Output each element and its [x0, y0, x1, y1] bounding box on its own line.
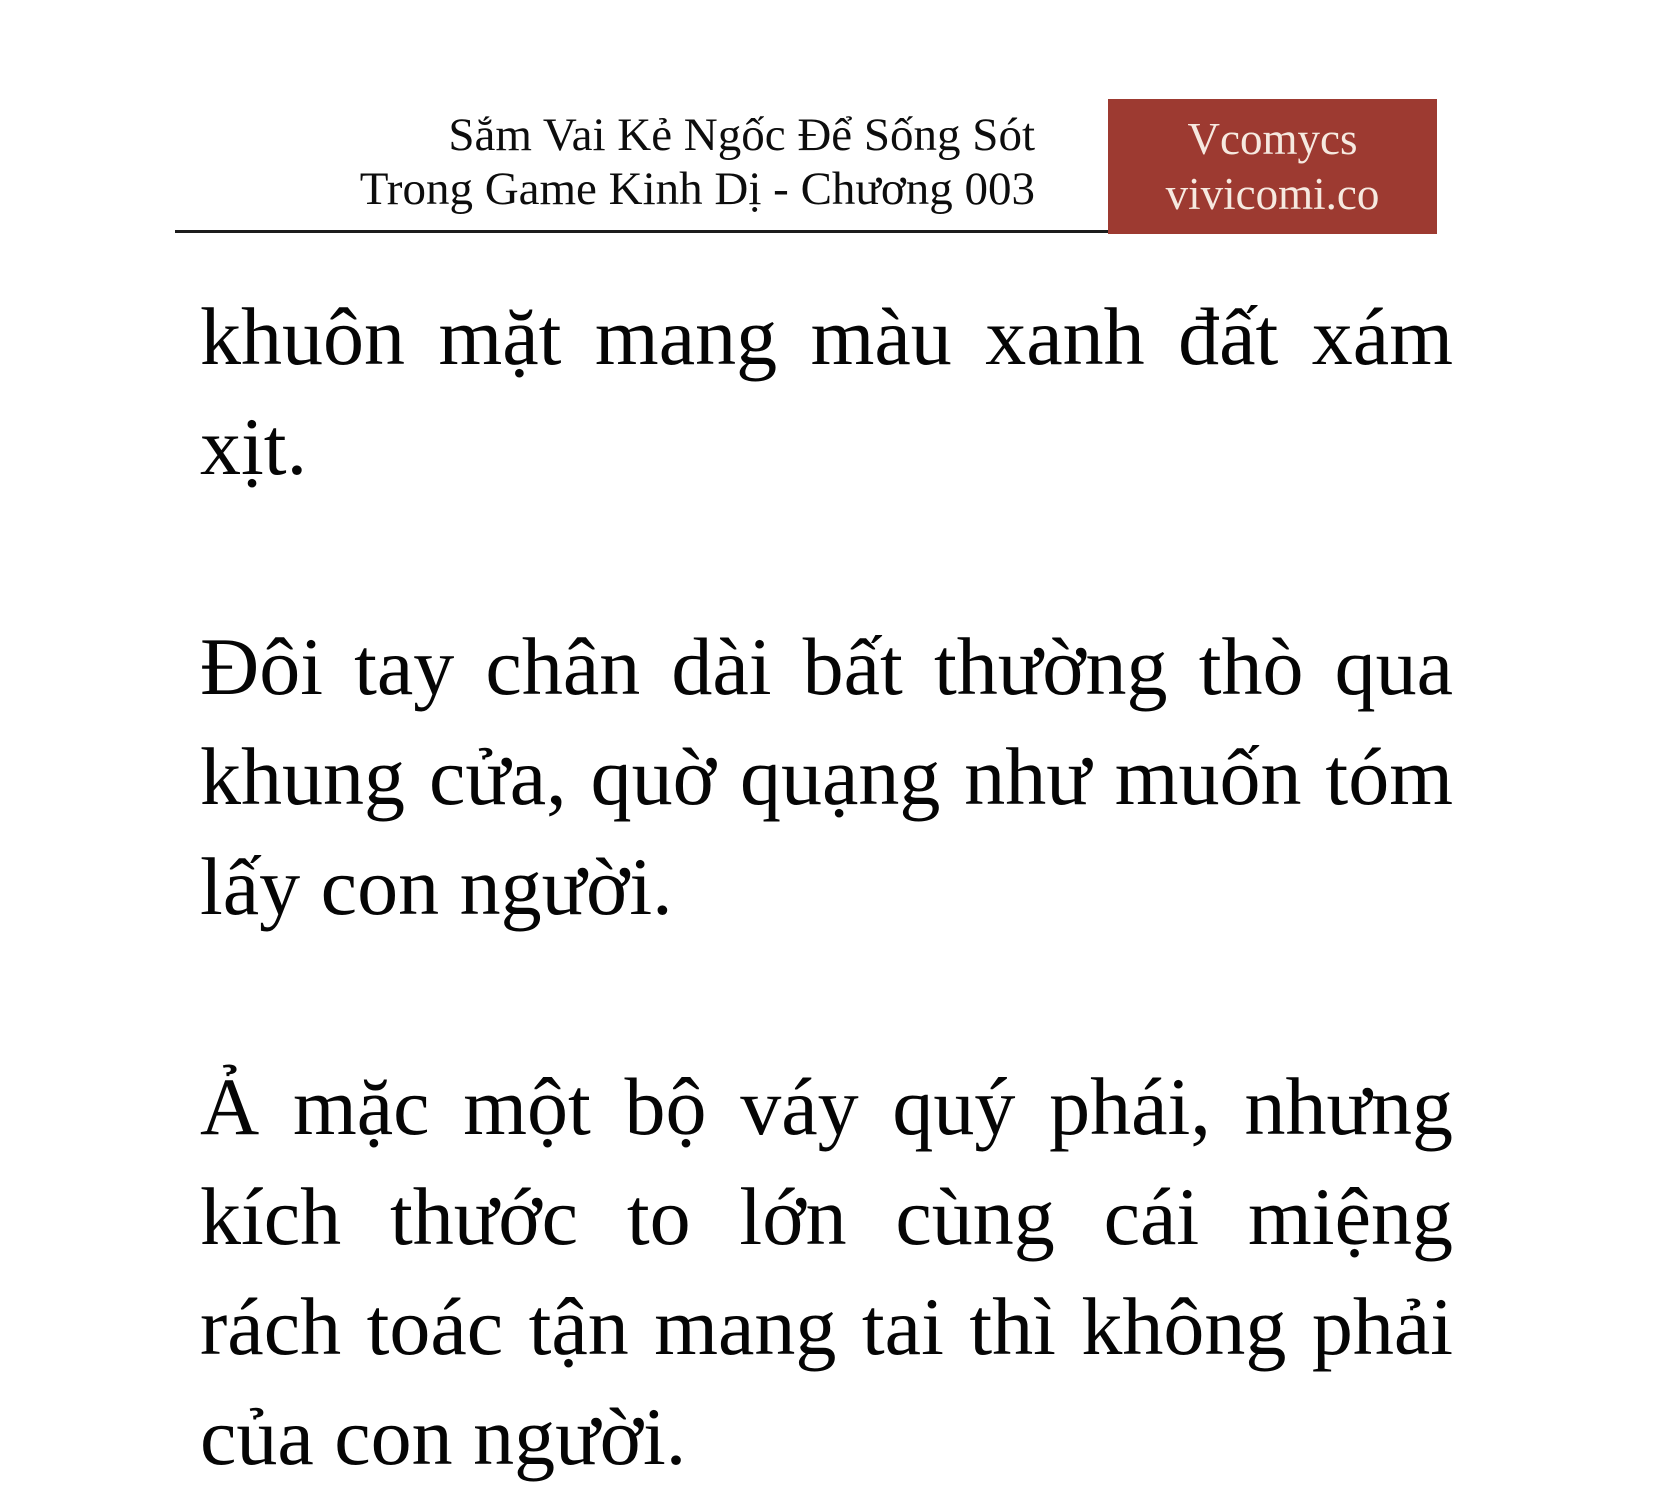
chapter-title-line2: Trong Game Kinh Dị - Chương 003 [359, 163, 1035, 215]
chapter-text [200, 282, 1453, 1492]
header-divider [175, 230, 1108, 233]
badge-brand: Vcomycs [1187, 113, 1358, 164]
publisher-badge [1108, 99, 1437, 234]
text-line: Đôi tay chân dài bất thường thò qua [200, 621, 1453, 712]
chapter-title [0, 108, 1035, 216]
chapter-title-line1: Sắm Vai Kẻ Ngốc Để Sống Sót [448, 109, 1035, 161]
text-line: lấy con người. [200, 841, 673, 932]
badge-site: vivicomi.co [1165, 168, 1380, 219]
text-line: xịt. [200, 401, 308, 492]
text-line: khung cửa, quờ quạng như muốn tóm [200, 731, 1453, 822]
text-line: khuôn mặt mang màu xanh đất xám [200, 291, 1453, 382]
text-line: Ả mặc một bộ váy quý phái, nhưng [200, 1061, 1453, 1152]
paragraph [200, 282, 1453, 502]
text-line: kích thước to lớn cùng cái miệng [200, 1171, 1453, 1262]
paragraph [200, 1052, 1453, 1492]
text-line: của con người. [200, 1391, 687, 1482]
text-line: rách toác tận mang tai thì không phải [200, 1281, 1453, 1372]
paragraph [200, 612, 1453, 942]
